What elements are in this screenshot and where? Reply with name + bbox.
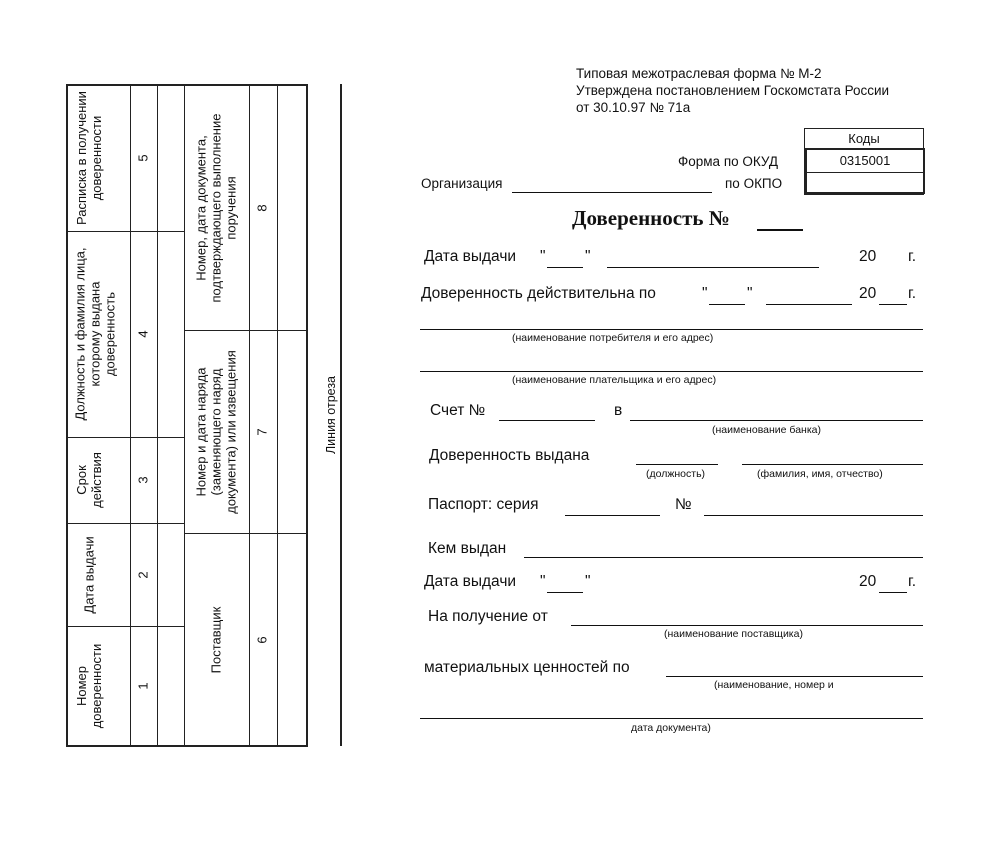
form-title: Доверенность № [572,206,730,230]
payer-caption: (наименование плательщика и его адрес) [512,374,717,386]
issue2-day-field[interactable] [547,592,583,593]
passport-number-sign: № [675,496,692,513]
issued-by-label: Кем выдан [428,540,507,557]
issue-date-label: Дата выдачи [424,248,517,265]
stub-num-6: 6 [254,636,270,644]
issued-to-label: Доверенность выдана [429,447,590,464]
stub-col7-header: Номер и дата наряда (заменяющего наряд документа) или извещения [193,350,239,514]
consumer-caption: (наименование потребителя и его адрес) [512,332,714,344]
stub-col3-header: Срок действия [74,452,104,508]
bank-caption: (наименование банка) [712,424,821,436]
stub-num-3: 3 [135,476,151,484]
issue-year-suffix: г. [908,248,917,265]
stub-num-8: 8 [254,204,270,212]
position-field[interactable] [636,464,718,465]
issued-by-field[interactable] [524,557,923,558]
form-number-field[interactable] [757,229,803,231]
supplier-caption: (наименование поставщика) [664,628,803,640]
stub-col5-header: Расписка в получении доверенности [74,91,104,225]
stub-num-5: 5 [135,154,151,162]
stub-col2-header: Дата выдачи [81,536,97,614]
issue2-year-prefix: 20 [859,573,877,590]
org-field[interactable] [512,192,712,193]
okud-value[interactable]: 0315001 [807,150,923,173]
header-line-3: от 30.10.97 № 71а [576,100,691,115]
account-label: Счет № [430,402,486,419]
cut-line-label: Линия отреза [323,375,338,455]
form-header [576,65,889,116]
document-field[interactable] [420,718,923,719]
issue2-year-suffix: г. [908,573,917,590]
fio-caption: (фамилия, имя, отчество) [757,468,883,480]
supplier-field[interactable] [571,625,923,626]
stub-num-7: 7 [254,428,270,436]
consumer-field[interactable] [420,329,923,330]
fio-field[interactable] [742,464,923,465]
stub-col6-header: Поставщик [208,606,224,674]
okpo-value[interactable] [807,173,923,193]
issue-date2-label: Дата выдачи [424,573,517,590]
materials-label: материальных ценностей по [424,659,630,676]
passport-series-field[interactable] [565,515,660,516]
header-line-1: Типовая межотраслевая форма № М-2 [576,66,822,81]
okpo-label: по ОКПО [725,176,783,191]
okud-label: Форма по ОКУД [678,154,779,169]
valid-year-field[interactable] [879,304,907,305]
issue-year-prefix: 20 [859,248,877,265]
quote-close-3: " [585,573,591,590]
issue-day-field[interactable] [547,267,583,268]
doc-caption-1: (наименование, номер и [714,679,834,691]
org-label: Организация [421,176,503,191]
payer-field[interactable] [420,371,923,372]
codes-box [804,128,924,195]
receive-from-label: На получение от [428,608,548,625]
issue-month-field[interactable] [607,267,819,268]
valid-day-field[interactable] [709,304,745,305]
stub-num-2: 2 [135,571,151,579]
passport-number-field[interactable] [704,515,923,516]
header-line-2: Утверждена постановлением Госкомстата России [576,83,890,98]
quote-open-2: " [702,285,708,302]
stub-col4-header: Должность и фамилия лица, которому выдана доверенность [72,247,118,421]
passport-label: Паспорт: серия [428,496,539,513]
valid-label: Доверенность действительна по [421,285,656,302]
quote-close-2: " [747,285,753,302]
bank-field[interactable] [630,420,923,421]
stub-col1-header: Номер доверенности [74,643,104,729]
position-caption: (должность) [646,468,706,480]
stub-num-1: 1 [135,682,151,690]
stub-col8-header: Номер, дата документа, подтверждающего выполнение поручения [193,113,239,303]
account-field[interactable] [499,420,595,421]
quote-open-3: " [540,573,546,590]
doc-caption-2: дата документа) [631,722,711,734]
valid-year-suffix: г. [908,285,917,302]
in-label: в [614,402,623,419]
valid-month-field[interactable] [766,304,852,305]
materials-field[interactable] [666,676,923,677]
issue2-year-field[interactable] [879,592,907,593]
valid-year-prefix: 20 [859,285,877,302]
stub-num-4: 4 [135,330,151,338]
cut-line [340,84,342,746]
quote-close-1: " [585,248,591,265]
quote-open-1: " [540,248,546,265]
codes-title: Коды [805,129,923,149]
